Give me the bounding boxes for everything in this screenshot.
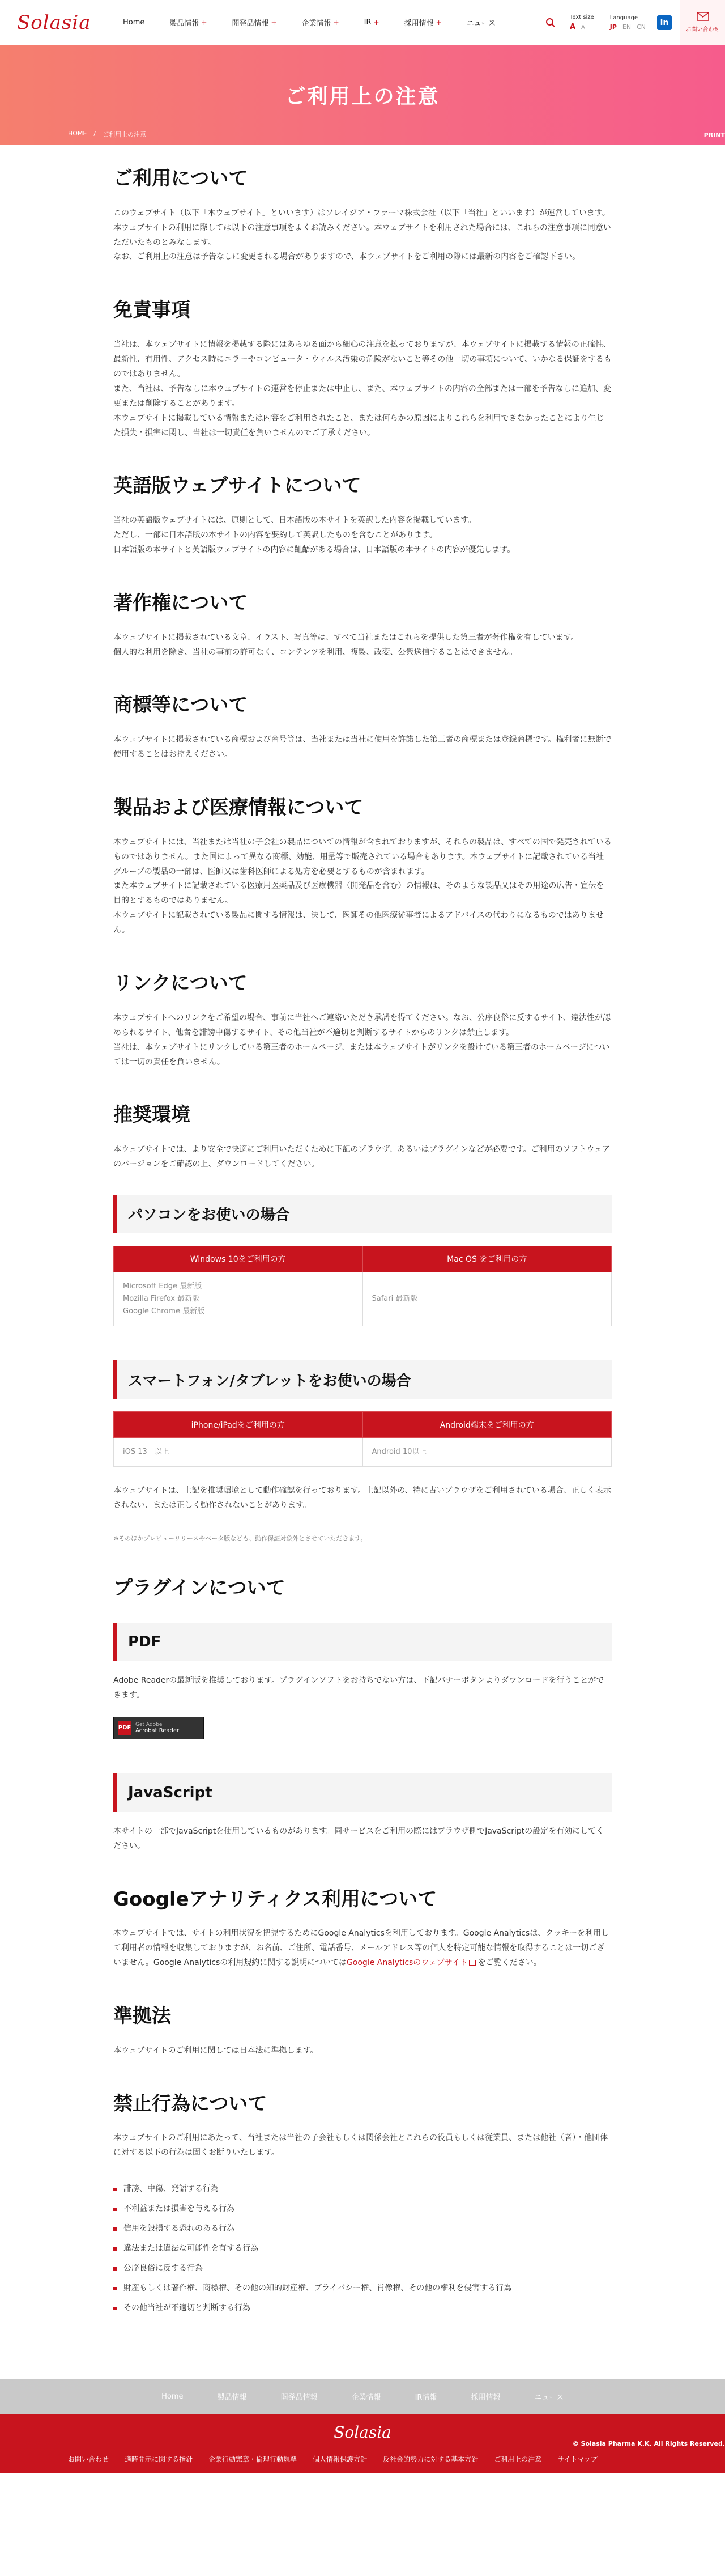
nav-label: ニュース (466, 19, 496, 28)
list-item: 財産もしくは著作権、商標権、その他の知的財産権、プライバシー権、肖像権、その他の権利を侵害する行為 (113, 2282, 612, 2294)
nav-home[interactable] (110, 0, 157, 45)
search-icon (545, 18, 556, 28)
table-cell: Android 10以上 (362, 1438, 612, 1467)
section-body-usage: このウェブサイト（以下「本ウェブサイト」といいます）はソレイジア・ファーマ株式会社（以下「当社」といいます）が運営しています。 本ウェブサイトの利用に際しては以下の注意事項をよくお読みください。本ウェブサイトを利用された場合には、これらの注意事項に同意いただいたものとみなします。 なお、ご利用上の注意は予告なしに変更される場合がありますので、本ウェブサイトをご利用の際には最新の内容をご確認下さい。 (113, 208, 611, 262)
sp-browser-table (113, 1411, 612, 1467)
section-title-law: 準拠法 (113, 2004, 171, 2027)
reader-name-label: Acrobat Reader (135, 1728, 180, 1734)
nav-label: 採用情報 (404, 19, 434, 28)
header-tools (539, 0, 725, 45)
language-switch (602, 15, 654, 31)
footer-links (68, 2454, 598, 2464)
nav-recruit[interactable] (392, 0, 454, 45)
table-cell: Microsoft Edge 最新版 Mozilla Firefox 最新版 Google Chrome 最新版 (114, 1272, 363, 1326)
site-footer (0, 2379, 725, 2473)
nav-label: 製品情報 (169, 19, 199, 28)
table-cell: Safari 最新版 (362, 1272, 612, 1326)
pc-browser-table (113, 1246, 612, 1326)
plus-icon: + (201, 18, 207, 27)
section-title-copyright: 著作権について (113, 591, 248, 614)
nav-label: 開発品情報 (232, 19, 269, 28)
section-title-trademark: 商標等について (113, 694, 248, 717)
nav-label: 企業情報 (301, 19, 331, 28)
javascript-body: 本サイトの一部でJavaScriptを使用しているものがあります。同サービスをご利用の際にはブラウザ側でJavaScriptの設定を有効にしてください。 (113, 1826, 604, 1851)
footer-link-disclosure[interactable]: 適時開示に関する指針 (125, 2455, 193, 2464)
text-size-switch (562, 14, 602, 31)
section-title-disclaimer: 免責事項 (113, 299, 190, 322)
subhead-pdf: PDF (113, 1623, 612, 1661)
text-size-large[interactable]: A (569, 22, 575, 31)
nav-label: Home (123, 18, 145, 27)
footer-nav-recruit[interactable]: 採用情報 (471, 2393, 501, 2402)
section-body-trademark: 本ウェブサイトに掲載されている商標および商号等は、当社または当社に使用を許諾した第三者の商標または登録商標です。権利者に無断で使用することはお控えください。 (113, 735, 612, 759)
page-hero (0, 45, 725, 145)
section-title-english: 英語版ウェブサイトについて (113, 474, 361, 498)
footer-link-terms[interactable]: ご利用上の注意 (494, 2455, 542, 2464)
footer-link-contact[interactable]: お問い合わせ (68, 2455, 109, 2464)
list-item: 不利益または損害を与える行為 (113, 2203, 612, 2215)
ga-body-text: 本ウェブサイトでは、サイトの利用状況を把握するためにGoogle Analyticsを利用しております。Google Analyticsは、クッキーを利用して利用者の情報を収集しておりますが、お名前、ご住所、電話番号、メールアドレス等の個人を特定可能な情報を取得することは一切ございません。Google Analyticsの利用規約に関する説明については (113, 1929, 609, 1968)
footer-nav-pipeline[interactable]: 開発品情報 (280, 2393, 318, 2402)
nav-products[interactable] (157, 0, 219, 45)
contact-label: お問い合わせ (685, 27, 720, 33)
reader-get-label: Get Adobe (135, 1722, 163, 1728)
acrobat-reader-banner[interactable] (113, 1717, 204, 1739)
plus-icon: + (271, 18, 277, 27)
footer-link-privacy[interactable]: 個人情報保護方針 (313, 2455, 368, 2464)
subhead-javascript: JavaScript (113, 1773, 612, 1812)
subhead-smartphone: スマートフォン/タブレットをお使いの場合 (113, 1360, 612, 1399)
breadcrumb-home[interactable]: HOME (68, 130, 87, 137)
site-logo[interactable]: Solasia (17, 11, 91, 34)
table-header: Mac OS をご利用の方 (362, 1246, 612, 1272)
table-header: Android端末をご利用の方 (362, 1412, 612, 1438)
footer-link-antisocial[interactable]: 反社会的勢力に対する基本方針 (383, 2455, 479, 2464)
section-body-law: 本ウェブサイトのご利用に関しては日本法に準拠します。 (113, 2045, 318, 2055)
nav-pipeline[interactable] (219, 0, 289, 45)
language-label: Language (609, 14, 638, 21)
section-body-product: 本ウェブサイトには、当社または当社の子会社の製品についての情報が含まれておりますが、それらの製品は、すべての国で発売されているものではありません。また国によって異なる商標、効能、用量等で販売されている場合もあります。本ウェブサイトに記載されている当社グループの製品の一部は、医師又は歯科医師による処方を必要とするものが含まれます。 また本ウェブサイトに記載されている医療用医薬品及び医療機器（開発品を含む）の情報は、そのような製品又はその用途の広告・宣伝を目的とするものではありません。 本ウェブサイトに記載されている製品に関する情報は、決して、医師その他医療従事者によるアドバイスの代わりになるものではありません。 (113, 837, 612, 935)
lang-cn[interactable]: CN (637, 23, 646, 31)
footer-nav-news[interactable]: ニュース (534, 2393, 564, 2402)
nav-ir[interactable] (352, 0, 392, 45)
section-title-usage: ご利用について (113, 167, 248, 190)
global-nav (110, 0, 508, 45)
table-header: iPhone/iPadをご利用の方 (114, 1412, 363, 1438)
section-title-prohibited: 禁止行為について (113, 2092, 267, 2115)
section-title-env: 推奨環境 (113, 1104, 190, 1127)
footer-link-sitemap[interactable]: サイトマップ (557, 2455, 598, 2464)
pdf-body: Adobe Readerの最新版を推奨しております。プラグインソフトをお持ちでない方は、下記バナーボタンよりダウンロードを行うことができます。 (113, 1675, 604, 1700)
footer-link-charter[interactable]: 企業行動憲章・倫理行動規準 (208, 2455, 297, 2464)
text-size-label: Text size (569, 14, 594, 20)
acrobat-icon: PDF (118, 1721, 131, 1735)
section-title-ga: Googleアナリティクス利用について (113, 1887, 437, 1911)
section-title-product: 製品および医療情報について (113, 796, 364, 820)
list-item: 公序良俗に反する行為 (113, 2263, 612, 2274)
section-body-disclaimer: 当社は、本ウェブサイトに情報を掲載する際にはあらゆる面から細心の注意を払っておりますが、本ウェブサイトに掲載する情報の正確性、最新性、有用性、アクセス時にエラーやコンピュータ・ウィルス汚染の危険がないこと等その他一切の事項について、いかなる保証をするものではありません。 また、当社は、予告なしに本ウェブサイトの運営を停止または中止し、また、本ウェブサイトの内容の全部または一部を予告なしに追加、変更または削除することがあります。 本ウェブサイトに掲載している情報または内容をご利用されたこと、または何らかの原因によりこれらを利用できなかったことにより生じた損失・損害に関し、当社は一切責任を負いませんのでご了承ください。 (113, 340, 612, 438)
table-header: Windows 10をご利用の方 (114, 1246, 363, 1272)
linkedin-icon[interactable]: in (657, 15, 672, 30)
section-body-links: 本ウェブサイトへのリンクをご希望の場合、事前に当社へご連絡いただき承諾を得てください。なお、公序良俗に反するサイト、違法性が認められるサイト、他者を誹謗中傷するサイト、その他当社が不適切と判断するサイトからのリンクは禁止します。 当社は、本ウェブサイトにリンクしている第三者のホームページ、または本ウェブサイトがリンクを設けている第三者のホームページについては一切の責任を負いません。 (113, 1013, 611, 1067)
nav-company[interactable] (289, 0, 352, 45)
section-body-copyright: 本ウェブサイトに掲載されている文章、イラスト、写真等は、すべて当社またはこれらを提供した第三者が著作権を有しています。 個人的な利用を除き、当社の事前の許可なく、コンテンツを利用、複製、改変、公衆送信することはできません。 (113, 633, 579, 657)
footer-nav-ir[interactable]: IR情報 (415, 2393, 437, 2402)
site-header (0, 0, 725, 45)
list-item: 違法または違法な可能性を有する行為 (113, 2243, 612, 2255)
subhead-pc: パソコンをお使いの場合 (113, 1195, 612, 1233)
section-title-links: リンクについて (113, 972, 248, 995)
footer-nav-products[interactable]: 製品情報 (217, 2393, 247, 2402)
plus-icon: + (373, 18, 379, 27)
breadcrumb-separator: / (93, 130, 96, 137)
nav-news[interactable] (454, 0, 508, 45)
page-title: ご利用上の注意 (285, 85, 440, 108)
section-body-env: 本ウェブサイトでは、より安全で快適にご利用いただくために下記のブラウザ、あるいはプラグインなどが必要です。ご利用のソフトウェアのバージョンをご確認の上、ダウンロードしてください。 (113, 1145, 610, 1169)
print-button[interactable]: PRINT (703, 131, 725, 139)
breadcrumb-current: ご利用上の注意 (103, 131, 147, 138)
table-cell: iOS 13 以上 (114, 1438, 363, 1467)
search-button[interactable] (539, 11, 562, 34)
copyright: © Solasia Pharma K.K. All Rights Reserved. (572, 2440, 725, 2448)
ga-website-link[interactable]: Google Analyticsのウェブサイト (346, 1958, 468, 1968)
lang-en[interactable]: EN (622, 23, 632, 31)
footer-nav-home[interactable]: Home (161, 2392, 184, 2401)
list-item: その他当社が不適切と判断する行為 (113, 2302, 612, 2314)
footer-nav (0, 2379, 725, 2414)
footer-bottom (0, 2414, 725, 2473)
list-item: 信用を毀損する恐れのある行為 (113, 2223, 612, 2235)
prohibited-list (113, 2183, 612, 2314)
section-body-english: 当社の英語版ウェブサイトには、原則として、日本語版の本サイトを英訳した内容を掲載しています。 ただし、一部に日本語版の本サイトの内容を要約して英訳したものを含むことがあります。 日本語版の本サイトと英語版ウェブサイトの内容に齟齬がある場合は、日本語版の本サイトの内容が優先します。 (113, 516, 515, 554)
plus-icon: + (333, 18, 339, 27)
nav-label: IR (364, 18, 372, 27)
ga-body-end: をご覧ください。 (477, 1958, 541, 1968)
mail-icon (697, 12, 709, 21)
external-link-icon (469, 1960, 476, 1966)
section-body-ga (113, 1926, 612, 1971)
plus-icon: + (436, 18, 442, 27)
breadcrumb (68, 130, 146, 139)
footer-nav-company[interactable]: 企業情報 (351, 2393, 381, 2402)
section-title-plugins: プラグインについて (113, 1577, 285, 1600)
footer-logo[interactable]: Solasia (334, 2423, 391, 2442)
env-note: ※そのほかプレビューリリースやベータ版なども、動作保証対象外とさせていただきます。 (113, 1535, 367, 1543)
main-content (113, 145, 612, 2379)
list-item: 誹謗、中傷、発語する行為 (113, 2183, 612, 2195)
lang-jp[interactable]: JP (609, 23, 617, 31)
contact-button[interactable] (680, 0, 725, 45)
section-body-prohibited: 本ウェブサイトのご利用にあたって、当社または当社の子会社もしくは関係会社とこれらの役員もしくは従業員、または他社（者）・他団体に対する以下の行為は固くお断りいたします。 (113, 2133, 608, 2158)
env-after-text: 本ウェブサイトは、上記を推奨環境として動作確認を行っております。上記以外の、特に古いブラウザをご利用されている場合、正しく表示されない、または正しく動作されないことがあります。 (113, 1486, 611, 1510)
text-size-small[interactable]: A (581, 24, 585, 31)
